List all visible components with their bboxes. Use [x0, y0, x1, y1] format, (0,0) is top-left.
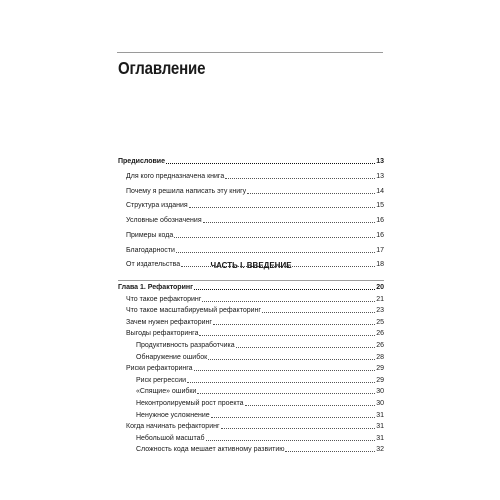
toc-entry-title: Ненужное усложнение	[136, 411, 210, 419]
toc-entry-title: Обнаружение ошибок	[136, 353, 208, 361]
toc-entry-page: 31	[376, 423, 384, 431]
toc-entry-title: Выгоды рефакторинга	[126, 330, 199, 338]
toc-entry-title: Когда начинать рефакторинг	[126, 423, 220, 431]
toc-entry[interactable]	[136, 351, 384, 362]
toc-entry[interactable]	[126, 214, 384, 225]
dot-leader	[174, 237, 375, 238]
dot-leader	[194, 289, 375, 290]
toc-entry-title: Продуктивность разработчика	[136, 342, 235, 349]
toc-entry-title: Сложность кода мешает активному развитию	[136, 446, 285, 454]
toc-entry-page: 31	[376, 411, 384, 419]
toc-entry-title: Примеры кода	[126, 231, 174, 239]
toc-entry-page: 16	[376, 217, 384, 224]
toc-entry[interactable]	[126, 293, 384, 304]
toc-entry-title: Зачем нужен рефакторинг	[126, 318, 212, 326]
toc-entry-page: 20	[376, 284, 384, 291]
toc-entry[interactable]	[126, 304, 384, 315]
toc-entry[interactable]	[136, 339, 384, 350]
toc-entry[interactable]	[136, 443, 384, 454]
toc-entry-page: 23	[376, 307, 384, 315]
toc-entry[interactable]	[136, 385, 384, 396]
toc-entry-page: 16	[376, 231, 384, 239]
table-of-contents	[118, 0, 384, 500]
toc-entry-page: 15	[376, 202, 384, 210]
toc-entry-page: 13	[376, 158, 384, 165]
toc-entry-page: 30	[376, 388, 384, 396]
toc-entry-title: Почему я решила написать эту книгу	[126, 187, 247, 195]
toc-entry-page: 28	[376, 353, 384, 361]
dot-leader	[197, 393, 375, 394]
dot-leader	[166, 163, 375, 164]
toc-entry-title: Небольшой масштаб	[136, 434, 205, 442]
toc-entry-page: 25	[376, 318, 384, 326]
toc-entry[interactable]	[136, 397, 384, 408]
dot-leader	[221, 428, 376, 429]
dot-leader	[187, 382, 375, 383]
dot-leader	[202, 301, 375, 302]
toc-entry-page: 30	[376, 400, 384, 407]
toc-entry-page: 29	[376, 376, 384, 384]
dot-leader	[285, 451, 375, 452]
dot-leader	[262, 312, 375, 313]
toc-entry[interactable]	[136, 409, 384, 420]
dot-leader	[211, 417, 376, 418]
dot-leader	[176, 252, 375, 253]
toc-entry-title: Риск регрессии	[136, 376, 187, 384]
dot-leader	[225, 178, 375, 179]
dot-leader	[213, 324, 375, 325]
toc-entry[interactable]	[126, 420, 384, 431]
part-title: ЧАСТЬ I. ВВЕДЕНИЕ	[210, 261, 292, 270]
toc-entry[interactable]	[126, 316, 384, 327]
toc-entry-title: «Спящие» ошибки	[136, 388, 197, 396]
dot-leader	[194, 370, 376, 371]
toc-entry[interactable]	[126, 170, 384, 181]
toc-entry-page: 17	[376, 246, 384, 254]
toc-entry[interactable]	[126, 185, 384, 196]
toc-entry[interactable]	[126, 244, 384, 255]
dot-leader	[247, 193, 375, 194]
toc-entry[interactable]	[136, 432, 384, 443]
dot-leader	[245, 405, 376, 406]
toc-entry-title: Неконтролируемый рост проекта	[136, 400, 244, 407]
dot-leader	[203, 222, 376, 223]
toc-entry[interactable]	[126, 229, 384, 240]
toc-entry-title: Что такое рефакторинг	[126, 295, 202, 303]
toc-entry-page: 31	[376, 434, 384, 442]
toc-entry[interactable]	[118, 281, 384, 292]
toc-entry[interactable]	[126, 327, 384, 338]
dot-leader	[199, 335, 375, 336]
dot-leader	[236, 347, 376, 348]
toc-entry-title: Что такое масштабируемый рефакторинг	[126, 307, 261, 315]
toc-entry[interactable]	[136, 374, 384, 385]
toc-entry-title: Для кого предназначена книга	[126, 172, 225, 180]
toc-entry-title: Предисловие	[118, 158, 165, 165]
toc-entry-title: Благодарности	[126, 246, 175, 254]
toc-entry-title: Структура издания	[126, 202, 188, 210]
toc-entry-title: Условные обозначения	[126, 217, 202, 224]
dot-leader	[208, 359, 375, 360]
toc-entry-page: 32	[376, 446, 384, 454]
toc-entry-page: 13	[376, 172, 384, 180]
dot-leader	[189, 207, 376, 208]
toc-entry-title: Глава 1. Рефакторинг	[118, 284, 194, 291]
dot-leader	[206, 440, 376, 441]
toc-entry-title: От издательства	[126, 261, 181, 269]
toc-entry-page: 21	[376, 295, 384, 303]
toc-entry[interactable]	[118, 155, 384, 166]
toc-entry-page: 18	[376, 261, 384, 269]
toc-entry-page: 14	[376, 187, 384, 195]
toc-entry-page: 26	[376, 330, 384, 338]
toc-entry-title: Риски рефакторинга	[126, 365, 193, 373]
toc-entry-page: 26	[376, 342, 384, 349]
toc-entry[interactable]	[126, 362, 384, 373]
page-title: Оглавление	[118, 58, 206, 78]
toc-entry-page: 29	[376, 365, 384, 373]
toc-entry[interactable]	[126, 199, 384, 210]
